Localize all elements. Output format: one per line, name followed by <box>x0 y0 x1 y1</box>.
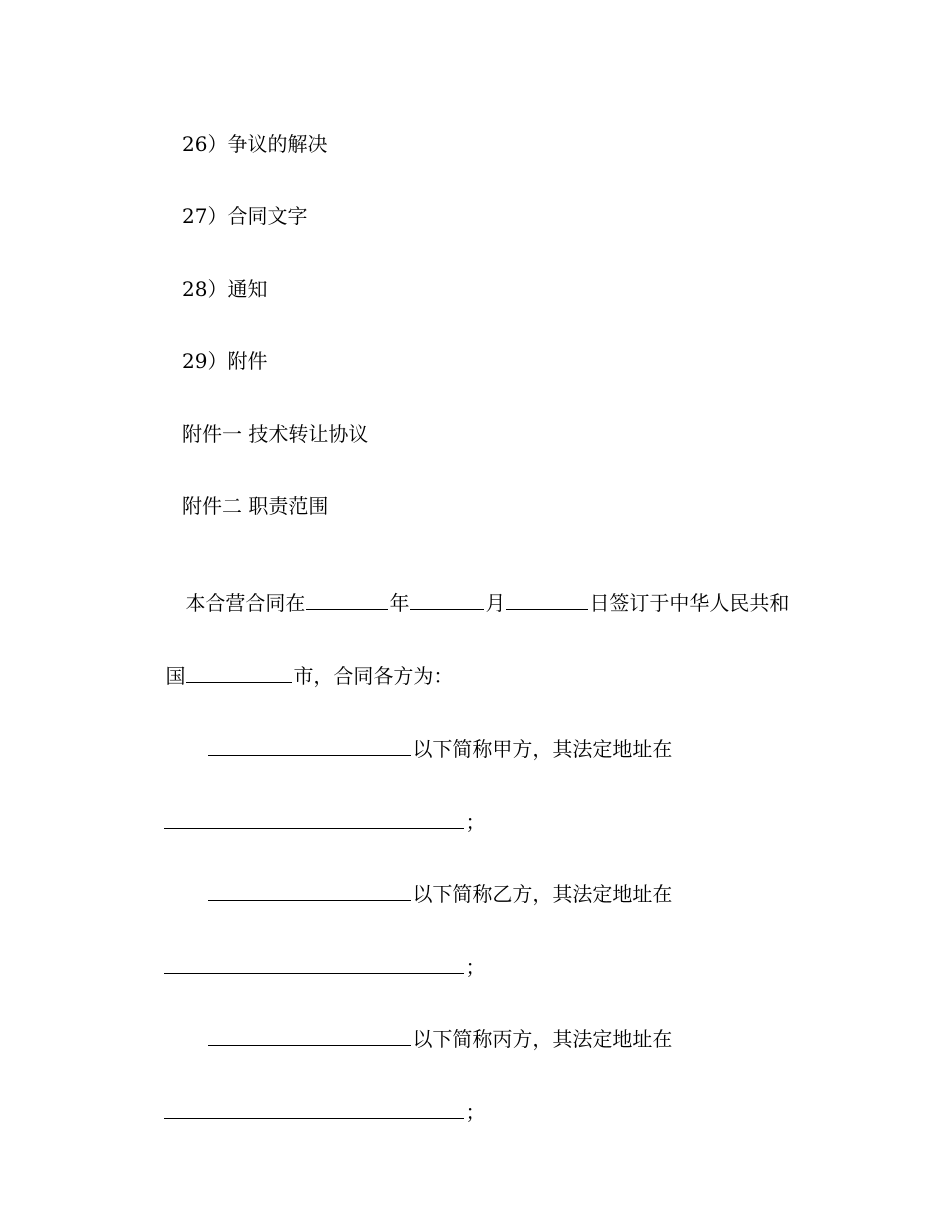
day-label: 日签订于中华人民共和 <box>589 591 790 615</box>
party-a-line <box>182 713 672 785</box>
preamble-line-2 <box>140 640 453 712</box>
city-suffix: 市，合同各方为： <box>293 664 454 688</box>
toc-item-29: 29）附件 <box>182 349 268 373</box>
party-c-address-blank[interactable] <box>164 1100 464 1119</box>
party-b-name-blank[interactable] <box>208 882 411 901</box>
toc-item-28: 28）通知 <box>182 277 268 301</box>
year-blank[interactable] <box>306 591 388 610</box>
country-prefix: 国 <box>165 664 186 688</box>
preamble-text-start: 本合营合同在 <box>185 591 306 615</box>
party-b-line <box>182 858 672 930</box>
party-c-label: 以下简称丙方，其法定地址在 <box>412 1027 673 1051</box>
party-c-name-blank[interactable] <box>208 1027 411 1046</box>
attachment-2: 附件二 职责范围 <box>182 494 329 518</box>
party-b-address-blank[interactable] <box>164 955 464 974</box>
party-a-address-blank[interactable] <box>164 810 464 829</box>
party-b-terminator: ； <box>465 955 486 979</box>
day-blank[interactable] <box>506 591 588 610</box>
year-label: 年 <box>389 591 410 615</box>
party-c-terminator: ； <box>465 1100 486 1124</box>
party-c-address-line <box>138 1076 485 1148</box>
month-label: 月 <box>485 591 506 615</box>
toc-item-26: 26）争议的解决 <box>182 132 328 156</box>
party-a-label: 以下简称甲方，其法定地址在 <box>412 737 673 761</box>
party-b-label: 以下简称乙方，其法定地址在 <box>412 882 673 906</box>
party-c-line <box>182 1003 672 1075</box>
party-a-address-line <box>138 786 485 858</box>
party-b-address-line <box>138 931 485 1003</box>
party-a-terminator: ； <box>465 810 486 834</box>
party-a-name-blank[interactable] <box>208 737 411 756</box>
city-blank[interactable] <box>186 664 292 683</box>
preamble-line-1 <box>160 567 789 639</box>
toc-item-27: 27）合同文字 <box>182 204 308 228</box>
month-blank[interactable] <box>410 591 484 610</box>
attachment-1: 附件一 技术转让协议 <box>182 422 369 446</box>
